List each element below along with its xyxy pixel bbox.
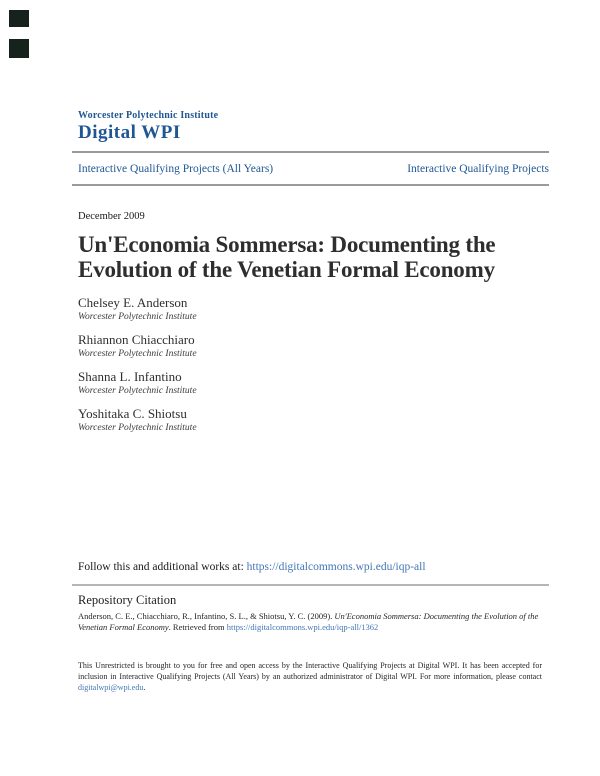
collection-url-link[interactable]: https://digitalcommons.wpi.edu/iqp-all [246,561,426,573]
author-affiliation: Worcester Polytechnic Institute [78,349,197,359]
contact-email-link[interactable]: digitalwpi@wpi.edu [78,683,144,692]
corner-mark-icon [9,39,29,58]
breadcrumb-row [72,162,549,176]
author-entry [78,406,549,434]
author-list [72,295,549,434]
nav-collection-link[interactable]: Interactive Qualifying Projects (All Years) [78,163,274,175]
author-entry [78,369,549,397]
site-title[interactable]: Digital WPI [78,122,181,143]
citation-title: Un'Economia Sommersa: Documenting the Evolution of the Venetian Formal Economy [78,611,539,632]
citation-divider [72,584,549,586]
institution-name: Worcester Polytechnic Institute [78,110,219,121]
repository-citation-heading: Repository Citation [78,593,177,607]
author-name[interactable]: Chelsey E. Anderson [78,295,188,310]
nav-divider [72,184,549,186]
author-entry [78,332,549,360]
repository-citation-text [72,611,542,633]
citation-url-link[interactable]: https://digitalcommons.wpi.edu/iqp-all/1362 [226,622,379,632]
publication-date: December 2009 [78,211,145,222]
author-name[interactable]: Rhiannon Chiacchiaro [78,332,195,347]
follow-works-line [72,560,549,575]
page [72,0,549,776]
citation-authors: Anderson, C. E., Chiacchiaro, R., Infantino, S. L., & Shiotsu, Y. C. (2009). [78,611,335,621]
citation-retrieved: . Retrieved from [168,622,227,632]
author-name[interactable]: Yoshitaka C. Shiotsu [78,406,187,421]
author-affiliation: Worcester Polytechnic Institute [78,386,197,396]
corner-mark-icon [9,10,29,27]
document-title: Un'Economia Sommersa: Documenting the Evolution of the Venetian Formal Economy [78,232,496,282]
header-divider [72,151,549,153]
access-statement [72,660,542,693]
author-affiliation: Worcester Polytechnic Institute [78,312,197,322]
author-affiliation: Worcester Polytechnic Institute [78,423,197,433]
nav-series-link[interactable]: Interactive Qualifying Projects [407,163,549,175]
author-name[interactable]: Shanna L. Infantino [78,369,182,384]
access-statement-period: . [143,683,146,692]
author-entry [78,295,549,323]
access-statement-text: This Unrestricted is brought to you for free and open access by the Interactive Qualifying Projects at Digital WPI. It has been accepted for inclusion in Interactive Qualifying Projects (All Years) by an authorized administrator of Digital WPI. For more information, please contact [78,661,542,681]
follow-works-label: Follow this and additional works at: [78,561,247,573]
